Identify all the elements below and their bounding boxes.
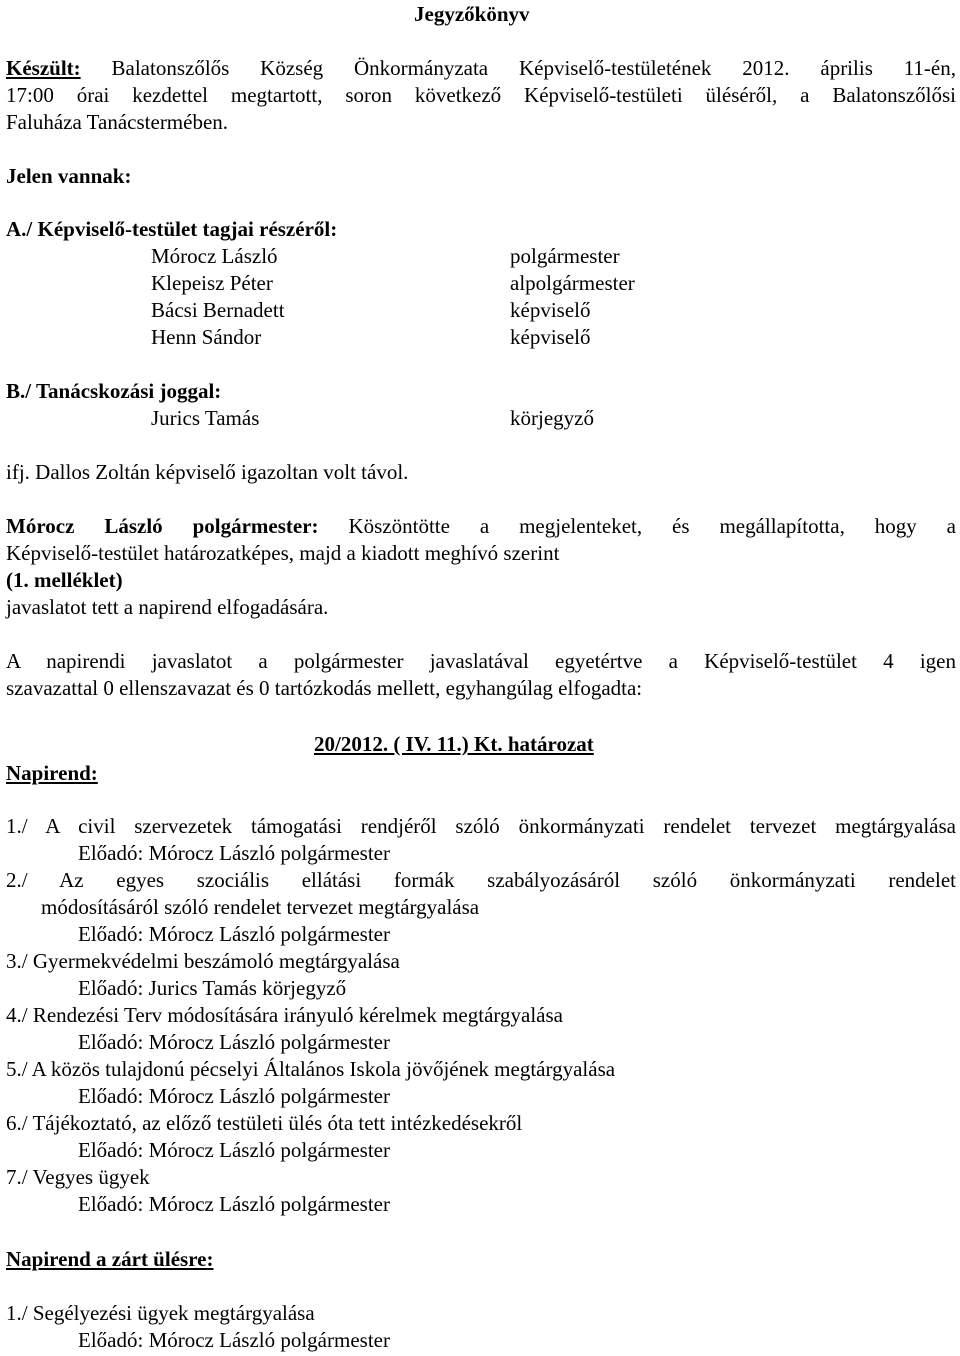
intro-text-1: Balatonszőlős Község Önkormányzata Képviselő-testületének 2012. április 11-én, <box>111 56 956 80</box>
resolution-number: 20/2012. ( IV. 11.) Kt. határozat <box>314 732 594 756</box>
member-role: képviselő <box>510 325 591 349</box>
member-name: Bácsi Bernadett <box>151 298 285 322</box>
section-a-heading: A./ Képviselő-testület tagjai részéről: <box>6 217 338 241</box>
agenda-presenter: Előadó: Jurics Tamás körjegyző <box>78 976 347 1000</box>
closed-session-heading: Napirend a zárt ülésre: <box>6 1247 214 1271</box>
speech-line-3: javaslatot tett a napirend elfogadására. <box>6 595 329 619</box>
agenda-presenter: Előadó: Mórocz László polgármester <box>78 1084 390 1108</box>
intro-line-1 <box>6 55 956 82</box>
agenda-presenter: Előadó: Mórocz László polgármester <box>78 1138 390 1162</box>
present-heading: Jelen vannak: <box>6 164 132 188</box>
agenda-item: 7./ Vegyes ügyek <box>6 1165 150 1189</box>
agenda-item: 3./ Gyermekvédelmi beszámoló megtárgyalása <box>6 949 400 973</box>
agenda-item: 5./ A közös tulajdonú pécselyi Általános Iskola jövőjének megtárgyalása <box>6 1057 616 1081</box>
agenda-item: 1./ A civil szervezetek támogatási rendjéről szóló önkormányzati rendelet tervezet megtárgyalása <box>6 814 956 838</box>
intro-label: Készült: <box>6 56 81 80</box>
speech-line-1 <box>6 513 956 540</box>
member-role: képviselő <box>510 298 591 322</box>
member-name: Mórocz László <box>151 244 278 268</box>
agenda-item: 6./ Tájékoztató, az előző testületi ülés óta tett intézkedésekről <box>6 1111 523 1135</box>
agenda-presenter: Előadó: Mórocz László polgármester <box>78 1192 390 1216</box>
closed-agenda-item: 1./ Segélyezési ügyek megtárgyalása <box>6 1301 315 1325</box>
document-title: Jegyzőkönyv <box>414 2 530 26</box>
speech-line-2: Képviselő-testület határozatképes, majd a kiadott meghívó szerint <box>6 541 560 565</box>
vote-line-1: A napirendi javaslatot a polgármester javaslatával egyetértve a Képviselő-testület 4 igen <box>6 649 956 673</box>
speaker-label: Mórocz László polgármester: <box>6 514 319 538</box>
agenda-heading: Napirend: <box>6 761 98 785</box>
intro-line-2: 17:00 órai kezdettel megtartott, soron következő Képviselő-testületi üléséről, a Balatonszőlősi <box>6 83 956 107</box>
member-role: polgármester <box>510 244 620 268</box>
agenda-item-continuation: módosításáról szóló rendelet tervezet megtárgyalása <box>41 895 480 919</box>
absent-note: ifj. Dallos Zoltán képviselő igazoltan volt távol. <box>6 460 409 484</box>
agenda-presenter: Előadó: Mórocz László polgármester <box>78 841 390 865</box>
attachment-ref: (1. melléklet) <box>6 568 123 592</box>
member-name: Henn Sándor <box>151 325 262 349</box>
closed-agenda-presenter: Előadó: Mórocz László polgármester <box>78 1328 390 1352</box>
agenda-presenter: Előadó: Mórocz László polgármester <box>78 922 390 946</box>
vote-line-2: szavazattal 0 ellenszavazat és 0 tartózkodás mellett, egyhangúlag elfogadta: <box>6 676 643 700</box>
member-name: Jurics Tamás <box>151 406 260 430</box>
member-role: alpolgármester <box>510 271 635 295</box>
speech-text-1: Köszöntötte a megjelenteket, és megállapította, hogy a <box>348 514 956 538</box>
member-name: Klepeisz Péter <box>151 271 273 295</box>
member-role: körjegyző <box>510 406 594 430</box>
intro-line-3: Faluháza Tanácstermében. <box>6 110 229 134</box>
agenda-item: 2./ Az egyes szociális ellátási formák szabályozásáról szóló önkormányzati rendelet <box>6 868 956 892</box>
agenda-presenter: Előadó: Mórocz László polgármester <box>78 1030 390 1054</box>
section-b-heading: B./ Tanácskozási joggal: <box>6 379 222 403</box>
agenda-item: 4./ Rendezési Terv módosítására irányuló kérelmek megtárgyalása <box>6 1003 563 1027</box>
